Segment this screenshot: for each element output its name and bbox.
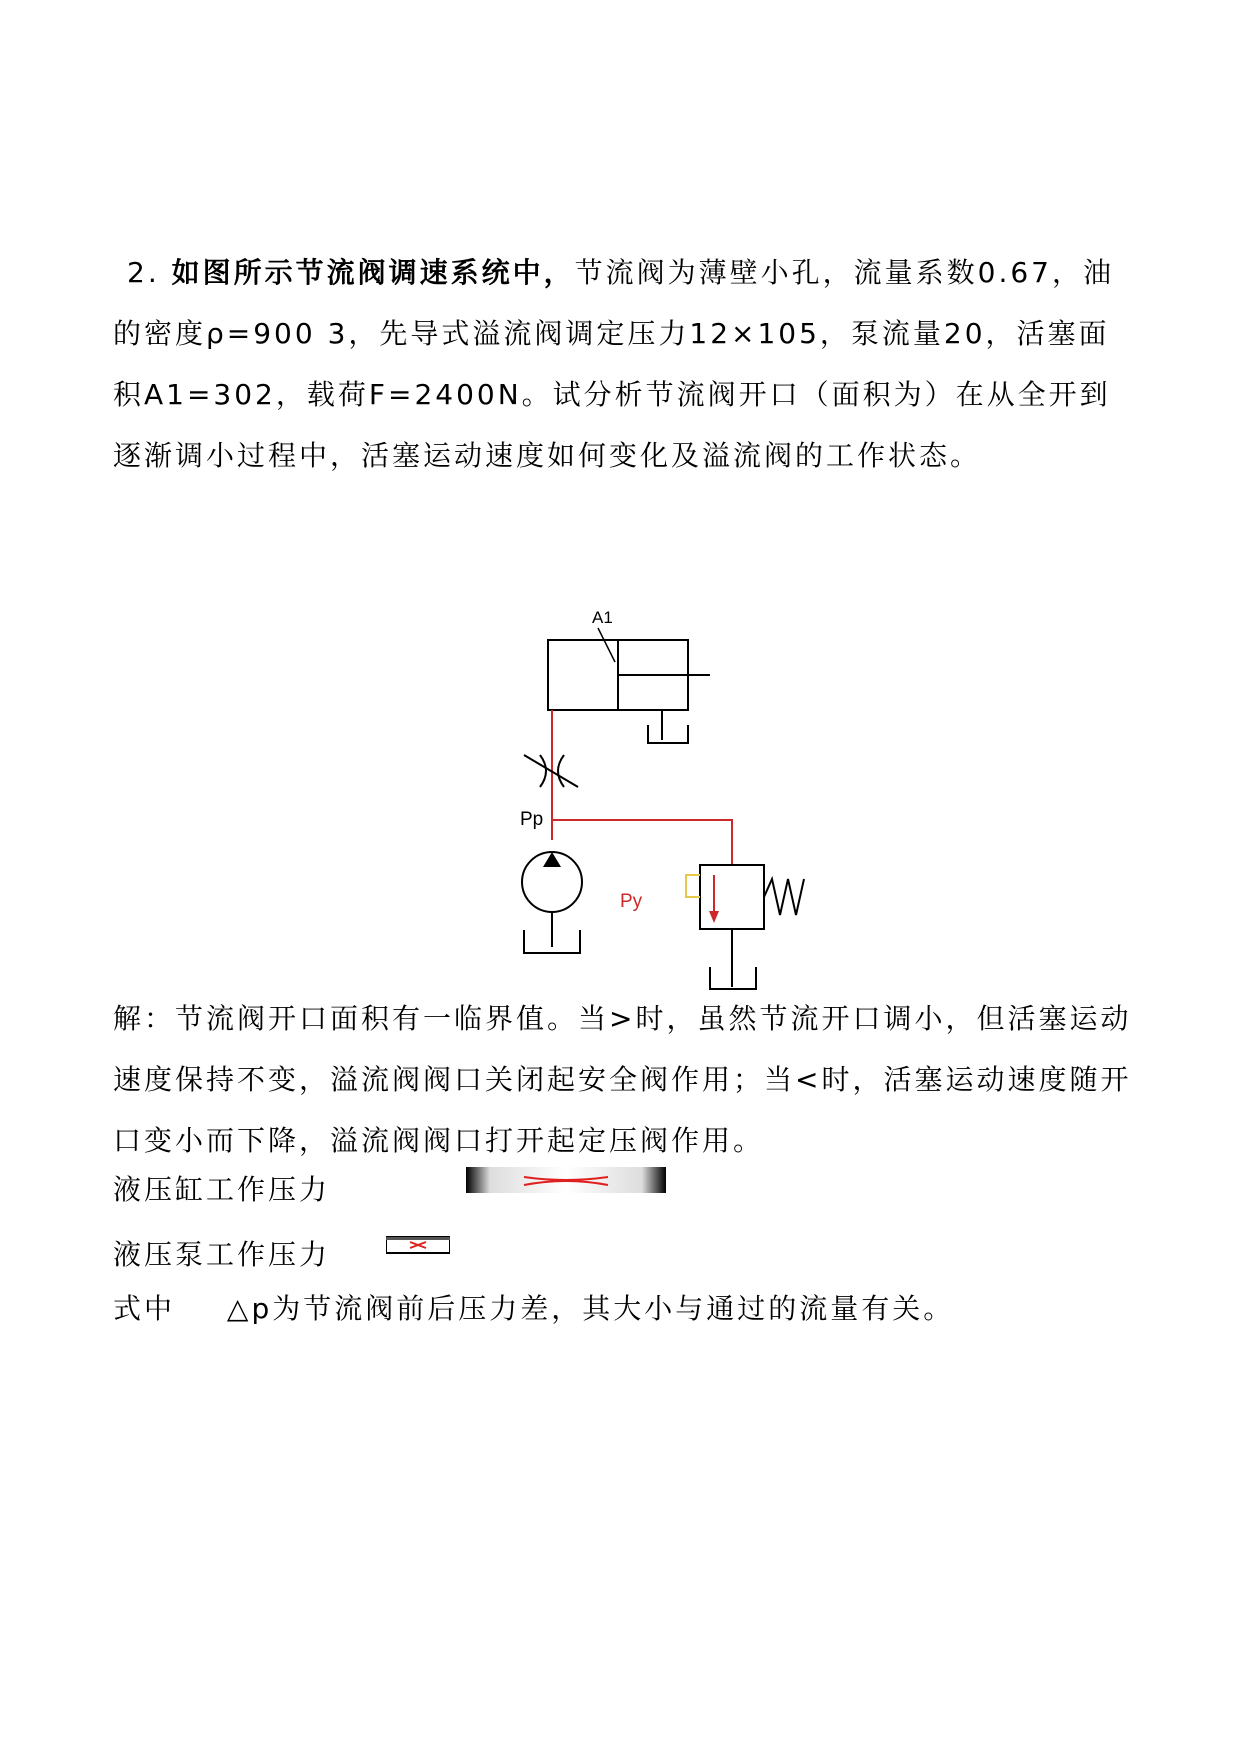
cylinder-pressure-formula-image (466, 1165, 666, 1195)
relief-tank (710, 929, 756, 989)
formula-note (113, 1287, 954, 1327)
pilot-line (686, 875, 700, 897)
hydraulic-circuit-diagram (490, 575, 870, 1045)
spring-icon (764, 879, 804, 915)
problem-intro: 如图所示节流阀调速系统中， (171, 256, 575, 289)
pump-pressure-label: 液压泵工作压力 (113, 1238, 331, 1271)
problem-text: 节流阀为薄壁小孔，流量系数0.67，油的密度ρ=900 3，先导式溢流阀调定压力12×105，泵流量20，活塞面积A1=302，载荷F=2400N。试分析节流阀开口（面积为）在从全开到逐渐调小过程中，活塞运动速度如何变化及溢流阀的工作状态。 (113, 256, 1114, 472)
pump-pressure-formula-image (386, 1235, 450, 1255)
solution-text: 解：节流阀开口面积有一临界值。当>时，虽然节流开口调小，但活塞运动速度保持不变，溢流阀阀口关闭起安全阀作用；当<时，活塞运动速度随开口变小而下降，溢流阀阀口打开起定压阀作用。 (113, 1002, 1132, 1157)
relief-pressure-label: Py (620, 891, 643, 912)
area-leader (598, 628, 615, 662)
relief-flow-arrow (709, 911, 719, 923)
pump-tank (524, 912, 580, 953)
problem-statement (113, 242, 1133, 486)
pump-direction-arrow (543, 852, 561, 867)
cylinder-tank (648, 710, 688, 743)
problem-number: 2. (127, 256, 160, 289)
area-label: A1 (592, 608, 613, 627)
relief-valve-body (700, 865, 764, 929)
note-prefix: 式中 (113, 1292, 176, 1325)
cylinder-pressure-label: 液压缸工作压力 (113, 1173, 331, 1206)
pump-pressure-label: Pp (520, 809, 544, 830)
note-text: △p为节流阀前后压力差，其大小与通过的流量有关。 (226, 1292, 955, 1325)
branch-line (552, 820, 732, 865)
